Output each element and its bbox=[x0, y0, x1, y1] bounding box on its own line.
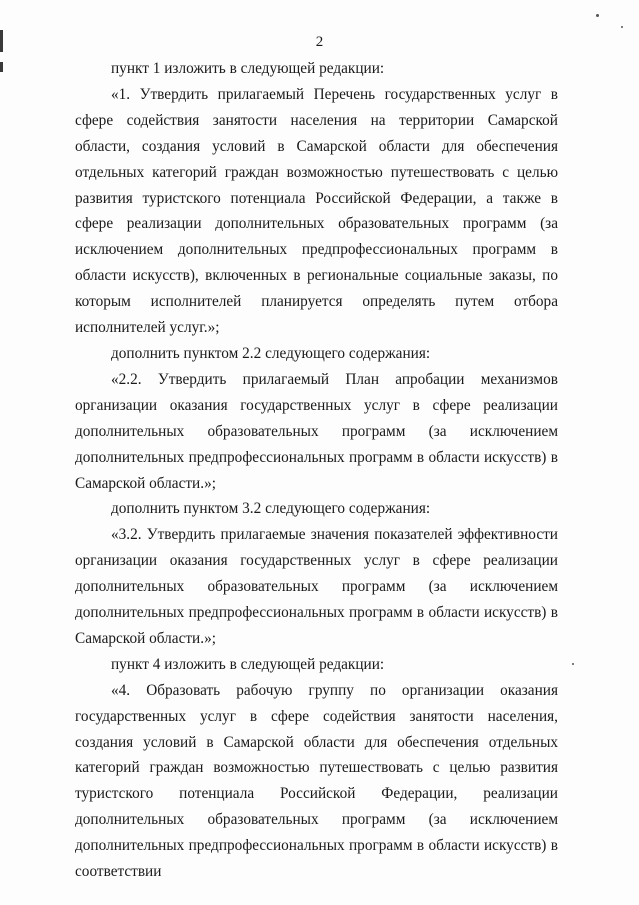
scan-speck bbox=[621, 26, 623, 28]
instruction-paragraph: пункт 1 изложить в следующей редакции: bbox=[111, 60, 385, 77]
page-number: 2 bbox=[315, 34, 324, 50]
instruction-paragraph: пункт 4 изложить в следующей редакции: bbox=[111, 655, 385, 673]
instruction-paragraph: дополнить пунктом 3.2 следующего содержания: bbox=[111, 500, 431, 518]
quoted-clause-paragraph: «2.2. Утвердить прилагаемый План апробации механизмов организации оказания государственных услуг в сфере реализации дополнительных образовательных программ (за исключением дополнительных предпрофессиональных программ в области искусств) в Самарской области.»; bbox=[75, 370, 558, 492]
scan-speck bbox=[572, 663, 574, 665]
scan-edge-mark bbox=[0, 62, 3, 72]
document-body bbox=[75, 56, 558, 885]
instruction-paragraph: дополнить пунктом 2.2 следующего содержания: bbox=[111, 344, 431, 362]
quoted-clause-paragraph: «1. Утвердить прилагаемый Перечень государственных услуг в сфере содействия занятости населения на территории Самарской области, создания условий в Самарской области для обеспечения отдельных категорий граждан возможностью путешествовать с целью развития туристского потенциала Российской Федерации, а также в сфере реализации дополнительных образовательных программ (за исключением дополнительных предпрофессиональных программ в области искусств), включенных в региональные социальные заказы, по которым исполнителей планируется определять путем отбора исполнителей услуг.»; bbox=[75, 85, 558, 337]
quoted-clause-paragraph: «3.2. Утвердить прилагаемые значения показателей эффективности организации оказания государственных услуг в сфере реализации дополнительных образовательных программ (за исключением дополнительных предпрофессиональных программ в области искусств) в Самарской области.»; bbox=[75, 526, 558, 647]
quoted-clause-paragraph: «4. Образовать рабочую группу по организации оказания государственных услуг в сфере содействия занятости населения, создания условий в Самарской области для обеспечения отдельных категорий граждан возможностью путешествовать с целью развития туристского потенциала Российской Федерации, реализации дополнительных образовательных программ (за исключением дополнительных предпрофессиональных программ в области искусств) в соответствии bbox=[75, 681, 558, 881]
scan-speck bbox=[596, 14, 599, 17]
